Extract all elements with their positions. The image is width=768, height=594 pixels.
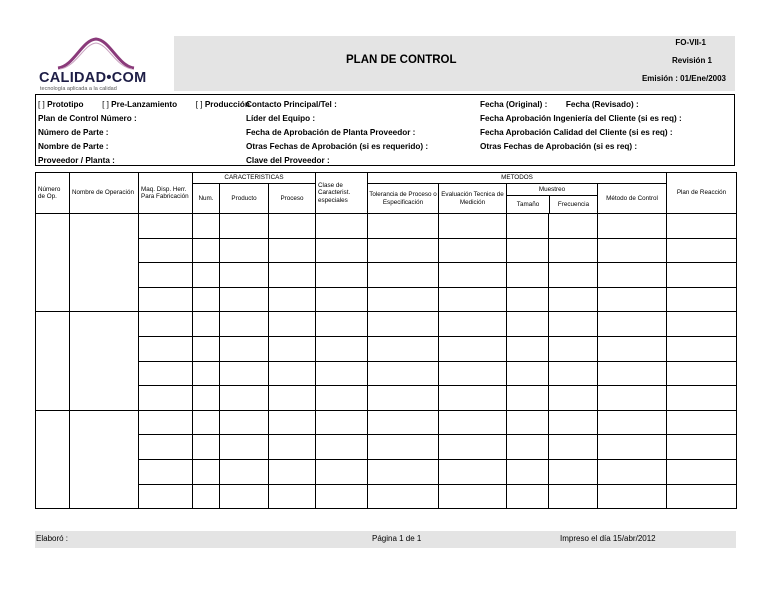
revised-date-field[interactable]: Fecha (Revisado) : bbox=[565, 100, 639, 109]
header-sampling bbox=[507, 184, 598, 214]
table-cell[interactable] bbox=[316, 287, 368, 312]
table-cell[interactable] bbox=[549, 435, 598, 460]
production-label: Producción bbox=[204, 100, 250, 109]
table-cell[interactable] bbox=[507, 386, 549, 411]
phase-row bbox=[38, 98, 250, 112]
part-name-field[interactable]: Nombre de Parte : bbox=[38, 142, 109, 151]
table-cell[interactable] bbox=[439, 484, 507, 509]
table-cell[interactable] bbox=[507, 312, 549, 337]
table-cell[interactable] bbox=[507, 263, 549, 288]
info-column-left bbox=[38, 98, 250, 168]
supplier-key-field[interactable]: Clave del Proveedor : bbox=[246, 156, 330, 165]
table-cell[interactable] bbox=[368, 312, 439, 337]
table-cell[interactable] bbox=[368, 336, 439, 361]
table-row bbox=[36, 214, 737, 239]
table-cell[interactable] bbox=[439, 238, 507, 263]
table-cell[interactable] bbox=[220, 410, 269, 435]
table-cell[interactable] bbox=[316, 336, 368, 361]
table-cell[interactable] bbox=[139, 238, 193, 263]
table-cell[interactable] bbox=[598, 386, 667, 411]
table-cell[interactable] bbox=[507, 214, 549, 239]
table-cell[interactable] bbox=[507, 459, 549, 484]
table-cell[interactable] bbox=[193, 386, 220, 411]
table-cell[interactable] bbox=[439, 459, 507, 484]
table-cell[interactable] bbox=[549, 459, 598, 484]
table-cell[interactable] bbox=[316, 435, 368, 460]
table-cell[interactable] bbox=[316, 484, 368, 509]
table-cell[interactable] bbox=[598, 214, 667, 239]
table-cell[interactable] bbox=[193, 287, 220, 312]
table-cell[interactable] bbox=[667, 410, 737, 435]
table-row bbox=[36, 336, 737, 361]
table-cell[interactable] bbox=[549, 410, 598, 435]
prototype-checkbox[interactable]: [ ] bbox=[38, 100, 45, 109]
page-number: Página 1 de 1 bbox=[372, 534, 422, 543]
table-cell[interactable] bbox=[549, 238, 598, 263]
table-cell[interactable] bbox=[549, 386, 598, 411]
table-cell[interactable] bbox=[368, 238, 439, 263]
prototype-label: Prototipo bbox=[47, 100, 84, 109]
table-cell[interactable] bbox=[439, 263, 507, 288]
table-cell[interactable] bbox=[316, 361, 368, 386]
table-cell[interactable] bbox=[316, 263, 368, 288]
op-name-cell[interactable] bbox=[70, 214, 139, 312]
table-cell[interactable] bbox=[667, 386, 737, 411]
table-cell[interactable] bbox=[220, 484, 269, 509]
form-revision: Revisión 1 bbox=[671, 56, 712, 65]
table-cell[interactable] bbox=[667, 312, 737, 337]
table-cell[interactable] bbox=[139, 459, 193, 484]
table-cell[interactable] bbox=[193, 312, 220, 337]
table-cell[interactable] bbox=[139, 435, 193, 460]
table-cell[interactable] bbox=[549, 263, 598, 288]
table-cell[interactable] bbox=[193, 484, 220, 509]
table-cell[interactable] bbox=[667, 361, 737, 386]
table-cell[interactable] bbox=[316, 214, 368, 239]
table-cell[interactable] bbox=[507, 238, 549, 263]
table-cell[interactable] bbox=[316, 459, 368, 484]
plan-info-box bbox=[35, 94, 735, 166]
table-cell[interactable] bbox=[269, 459, 316, 484]
bell-curve-icon bbox=[56, 36, 136, 72]
table-row bbox=[36, 484, 737, 509]
header-characteristics: CARACTERISTICAS bbox=[193, 173, 316, 184]
table-cell[interactable] bbox=[193, 263, 220, 288]
header-tolerance: Tolerancia de Proceso o Especificación bbox=[368, 184, 439, 214]
table-cell[interactable] bbox=[598, 263, 667, 288]
table-cell[interactable] bbox=[220, 336, 269, 361]
table-cell[interactable] bbox=[507, 410, 549, 435]
table-cell[interactable] bbox=[269, 386, 316, 411]
table-cell[interactable] bbox=[549, 312, 598, 337]
op-number-cell[interactable] bbox=[36, 312, 70, 410]
table-cell[interactable] bbox=[439, 435, 507, 460]
table-cell[interactable] bbox=[139, 386, 193, 411]
table-cell[interactable] bbox=[549, 484, 598, 509]
table-cell[interactable] bbox=[193, 361, 220, 386]
table-cell[interactable] bbox=[220, 263, 269, 288]
table-cell[interactable] bbox=[139, 287, 193, 312]
printed-date: Impreso el día 15/abr/2012 bbox=[560, 534, 656, 543]
table-cell[interactable] bbox=[598, 435, 667, 460]
table-cell[interactable] bbox=[439, 410, 507, 435]
prepared-by-field[interactable]: Elaboró : bbox=[36, 534, 69, 543]
table-cell[interactable] bbox=[507, 361, 549, 386]
table-row bbox=[36, 361, 737, 386]
table-cell[interactable] bbox=[269, 238, 316, 263]
header-process: Proceso bbox=[269, 184, 316, 214]
table-cell[interactable] bbox=[439, 336, 507, 361]
table-cell[interactable] bbox=[139, 484, 193, 509]
table-cell[interactable] bbox=[667, 238, 737, 263]
table-cell[interactable] bbox=[220, 312, 269, 337]
company-logo bbox=[36, 36, 174, 92]
table-cell[interactable] bbox=[598, 410, 667, 435]
table-cell[interactable] bbox=[598, 336, 667, 361]
supplier-plant-field[interactable]: Proveedor / Planta : bbox=[38, 156, 115, 165]
table-cell[interactable] bbox=[316, 410, 368, 435]
table-cell[interactable] bbox=[193, 410, 220, 435]
table-cell[interactable] bbox=[368, 386, 439, 411]
plan-number-field[interactable]: Plan de Control Número : bbox=[38, 114, 137, 123]
table-cell[interactable] bbox=[139, 336, 193, 361]
table-cell[interactable] bbox=[220, 435, 269, 460]
table-cell[interactable] bbox=[193, 435, 220, 460]
header-control-method: Método de Control bbox=[598, 184, 667, 214]
form-code: FO-VII-1 bbox=[675, 38, 706, 47]
table-row bbox=[36, 435, 737, 460]
dates-row bbox=[480, 98, 682, 112]
table-cell[interactable] bbox=[193, 336, 220, 361]
header-machine: Maq. Disp. Herr. Para Fabricación bbox=[139, 173, 193, 214]
table-cell[interactable] bbox=[139, 410, 193, 435]
table-cell[interactable] bbox=[368, 484, 439, 509]
table-row bbox=[36, 238, 737, 263]
table-cell[interactable] bbox=[667, 287, 737, 312]
table-cell[interactable] bbox=[139, 263, 193, 288]
team-leader-field[interactable]: Líder del Equipo : bbox=[246, 114, 316, 123]
table-cell[interactable] bbox=[139, 214, 193, 239]
main-contact-field[interactable]: Contacto Principal/Tel : bbox=[246, 100, 337, 109]
table-cell[interactable] bbox=[269, 484, 316, 509]
table-cell[interactable] bbox=[220, 214, 269, 239]
table-cell[interactable] bbox=[667, 435, 737, 460]
table-cell[interactable] bbox=[269, 287, 316, 312]
pre-launch-label: Pre-Lanzamiento bbox=[111, 100, 178, 109]
table-cell[interactable] bbox=[667, 214, 737, 239]
table-cell[interactable] bbox=[549, 361, 598, 386]
table-cell[interactable] bbox=[269, 312, 316, 337]
table-header-row bbox=[36, 173, 737, 184]
header-special-class: Clase de Caracterist. especiales bbox=[316, 173, 368, 214]
page-title: PLAN DE CONTROL bbox=[346, 54, 457, 66]
table-cell[interactable] bbox=[269, 263, 316, 288]
table-cell[interactable] bbox=[549, 336, 598, 361]
plant-approval-date-field[interactable]: Fecha de Aprobación de Planta Proveedor : bbox=[246, 128, 416, 137]
table-cell[interactable] bbox=[368, 435, 439, 460]
table-cell[interactable] bbox=[139, 312, 193, 337]
op-number-cell[interactable] bbox=[36, 410, 70, 508]
other-approval-dates-field[interactable]: Otras Fechas de Aprobación (si es requerido) : bbox=[246, 142, 429, 151]
header-num: Num. bbox=[193, 184, 220, 214]
table-cell[interactable] bbox=[598, 459, 667, 484]
table-cell[interactable] bbox=[598, 361, 667, 386]
table-cell[interactable] bbox=[220, 238, 269, 263]
table-cell[interactable] bbox=[507, 287, 549, 312]
table-cell[interactable] bbox=[507, 435, 549, 460]
table-cell[interactable] bbox=[507, 484, 549, 509]
part-number-field[interactable]: Número de Parte : bbox=[38, 128, 109, 137]
table-cell[interactable] bbox=[439, 287, 507, 312]
table-cell[interactable] bbox=[598, 312, 667, 337]
table-cell[interactable] bbox=[549, 214, 598, 239]
table-cell[interactable] bbox=[667, 263, 737, 288]
header-op-name: Nombre de Operación bbox=[70, 173, 139, 214]
header-sample-group: Muestreo bbox=[507, 184, 597, 196]
table-cell[interactable] bbox=[368, 459, 439, 484]
op-name-cell[interactable] bbox=[70, 312, 139, 410]
logo-name: CALIDAD•COM bbox=[39, 70, 147, 86]
table-cell[interactable] bbox=[220, 386, 269, 411]
table-cell[interactable] bbox=[507, 336, 549, 361]
logo-tagline: tecnología aplicada a la calidad bbox=[40, 86, 117, 92]
header-reaction-plan: Plan de Reacción bbox=[667, 173, 737, 214]
form-emission-date: Emisión : 01/Ene/2003 bbox=[641, 74, 726, 83]
header-sample-size: Tamaño bbox=[507, 196, 550, 213]
table-cell[interactable] bbox=[269, 214, 316, 239]
table-cell[interactable] bbox=[220, 361, 269, 386]
table-cell[interactable] bbox=[269, 361, 316, 386]
page-footer bbox=[35, 531, 736, 548]
header-methods: METODOS bbox=[368, 173, 667, 184]
table-cell[interactable] bbox=[220, 459, 269, 484]
table-row bbox=[36, 312, 737, 337]
table-cell[interactable] bbox=[598, 287, 667, 312]
table-row bbox=[36, 287, 737, 312]
other-dates-field[interactable]: Otras Fechas de Aprobación (si es req) : bbox=[480, 142, 638, 151]
control-plan-table bbox=[35, 172, 737, 509]
original-date-field[interactable]: Fecha (Original) : bbox=[480, 100, 548, 109]
table-cell[interactable] bbox=[269, 336, 316, 361]
table-cell[interactable] bbox=[193, 459, 220, 484]
table-cell[interactable] bbox=[316, 386, 368, 411]
info-column-middle bbox=[246, 98, 428, 168]
op-name-cell[interactable] bbox=[70, 410, 139, 508]
table-cell[interactable] bbox=[549, 287, 598, 312]
header-sample-frequency: Frecuencia bbox=[557, 201, 590, 208]
table-cell[interactable] bbox=[269, 435, 316, 460]
table-cell[interactable] bbox=[368, 263, 439, 288]
engineering-approval-field[interactable]: Fecha Aprobación Ingeniería del Cliente (si es req) : bbox=[480, 114, 682, 123]
table-cell[interactable] bbox=[667, 459, 737, 484]
quality-approval-field[interactable]: Fecha Aprobación Calidad del Cliente (si es req) : bbox=[480, 128, 673, 137]
table-cell[interactable] bbox=[667, 484, 737, 509]
table-cell[interactable] bbox=[667, 336, 737, 361]
table-cell[interactable] bbox=[439, 214, 507, 239]
table-row bbox=[36, 386, 737, 411]
table-row bbox=[36, 459, 737, 484]
table-cell[interactable] bbox=[439, 312, 507, 337]
op-number-cell[interactable] bbox=[36, 214, 70, 312]
table-cell[interactable] bbox=[139, 361, 193, 386]
table-cell[interactable] bbox=[368, 361, 439, 386]
table-cell[interactable] bbox=[220, 287, 269, 312]
table-cell[interactable] bbox=[439, 361, 507, 386]
table-cell[interactable] bbox=[316, 312, 368, 337]
info-column-right bbox=[480, 98, 682, 154]
table-cell[interactable] bbox=[598, 484, 667, 509]
production-checkbox[interactable]: [ ] bbox=[195, 100, 203, 109]
header-evaluation: Evaluación Tecnica de Medición bbox=[439, 184, 507, 214]
header-product: Producto bbox=[220, 184, 269, 214]
header-op-number: Número de Op. bbox=[36, 173, 70, 214]
table-cell[interactable] bbox=[368, 410, 439, 435]
table-cell[interactable] bbox=[368, 287, 439, 312]
table-cell[interactable] bbox=[368, 214, 439, 239]
table-cell[interactable] bbox=[439, 386, 507, 411]
table-cell[interactable] bbox=[269, 410, 316, 435]
table-cell[interactable] bbox=[193, 238, 220, 263]
table-cell[interactable] bbox=[316, 238, 368, 263]
pre-launch-checkbox[interactable]: [ ] bbox=[102, 100, 109, 109]
table-cell[interactable] bbox=[193, 214, 220, 239]
table-row bbox=[36, 410, 737, 435]
table-cell[interactable] bbox=[598, 238, 667, 263]
table-row bbox=[36, 263, 737, 288]
